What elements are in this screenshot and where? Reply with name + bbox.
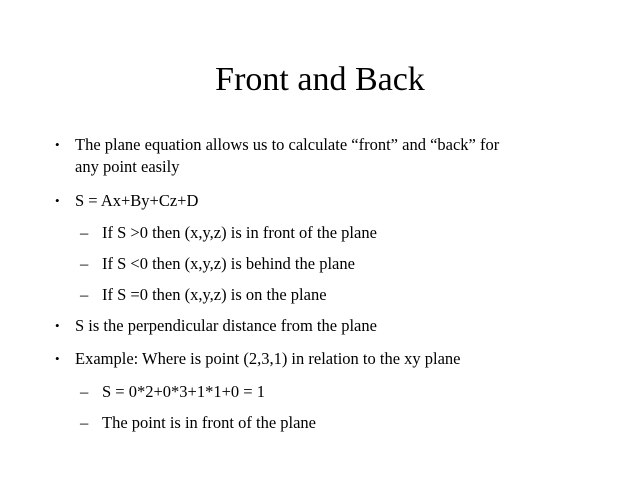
bullet-marker: • [55, 193, 60, 208]
bullet-text: Example: Where is point (2,3,1) in relation to the xy plane [75, 349, 461, 368]
bullet-text: The plane equation allows us to calculate “front” and “back” for [75, 135, 500, 154]
sub-bullet-marker: – [80, 223, 89, 242]
bullet-marker: • [55, 318, 60, 333]
sub-bullet-marker: – [80, 382, 89, 401]
sub-bullet-marker: – [80, 413, 89, 432]
bullet-marker: • [55, 351, 60, 366]
slide-title: Front and Back [215, 61, 425, 98]
sub-bullet-text: S = 0*2+0*3+1*1+0 = 1 [102, 382, 265, 401]
bullet-text: S is the perpendicular distance from the plane [75, 316, 377, 335]
sub-bullet-marker: – [80, 254, 89, 273]
sub-bullet-text: The point is in front of the plane [102, 413, 316, 432]
sub-bullet-marker: – [80, 285, 89, 304]
sub-bullet-text: If S <0 then (x,y,z) is behind the plane [102, 254, 355, 273]
bullet-marker: • [55, 137, 60, 152]
bullet-text: any point easily [75, 157, 180, 176]
bullet-text: S = Ax+By+Cz+D [75, 191, 199, 210]
sub-bullet-text: If S =0 then (x,y,z) is on the plane [102, 285, 327, 304]
sub-bullet-text: If S >0 then (x,y,z) is in front of the plane [102, 223, 377, 242]
